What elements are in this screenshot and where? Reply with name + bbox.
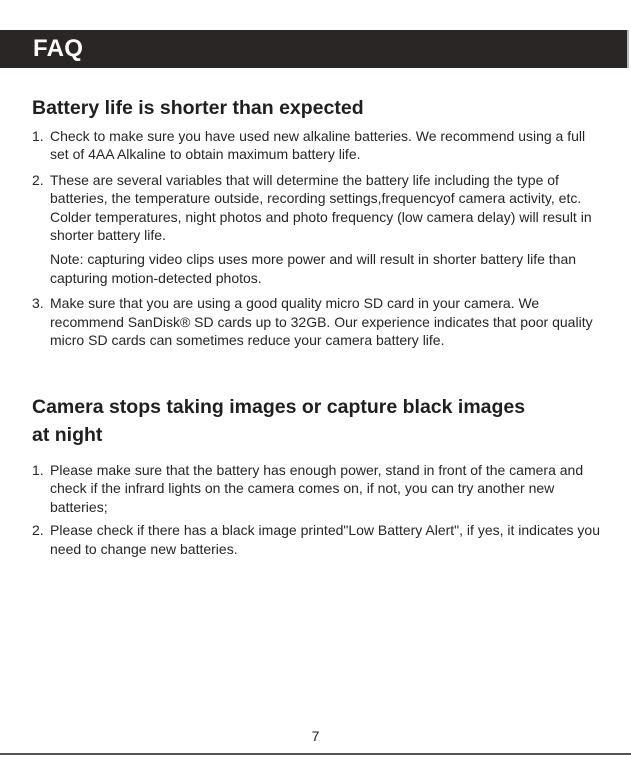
item-text: These are several variables that will determine the battery life including the type of batteries, the temperature outside, recording settings,frequencyof camera activity, etc. Colder temperatures, night photos and photo frequency (low camera delay) will result in shorter battery life. [50,171,592,244]
list-item [32,521,607,558]
item-number: 2. [32,171,44,188]
page-bottom-rule [0,753,631,755]
header-edge-rule [627,30,629,68]
section-heading-line-1: Camera stops taking images or capture black images [32,396,526,418]
list-item [32,171,607,287]
item-text: Check to make sure you have used new alkaline batteries. We recommend using a full set of 4AA Alkaline to obtain maximum battery life. [50,128,586,163]
item-number: 1. [32,128,44,144]
section-black-images [32,393,607,563]
list-item [32,127,607,164]
battery-tips-list [32,127,607,349]
item-text: Please check if there has a black image printed"Low Battery Alert", if yes, it indicates you need to change new batteries. [50,522,600,557]
item-text: Please make sure that the battery has enough power, stand in front of the camera and check if the infrard lights on the camera comes on, if not, you can try another new batteries; [50,462,584,515]
item-number: 2. [32,522,44,539]
item-note: Note: capturing video clips uses more power and will result in shorter battery life than capturing motion-detected photos. [50,251,577,286]
section-battery-life [32,94,607,356]
page-number: 7 [311,728,320,744]
faq-header-banner [0,30,627,68]
night-capture-tips-list [32,461,607,558]
page-title: FAQ [33,35,84,62]
item-text: Make sure that you are using a good quality micro SD card in your camera. We recommend SanDisk® SD cards up to 32GB. Our experience indicates that poor quality micro SD cards can sometimes reduce your camera battery life. [50,295,593,349]
section-heading [32,393,607,449]
item-number: 1. [32,462,44,478]
list-item [32,461,607,516]
item-number: 3. [32,295,44,312]
section-heading-line-2: at night [32,424,103,446]
section-heading: Battery life is shorter than expected [32,97,364,119]
list-item [32,294,607,349]
